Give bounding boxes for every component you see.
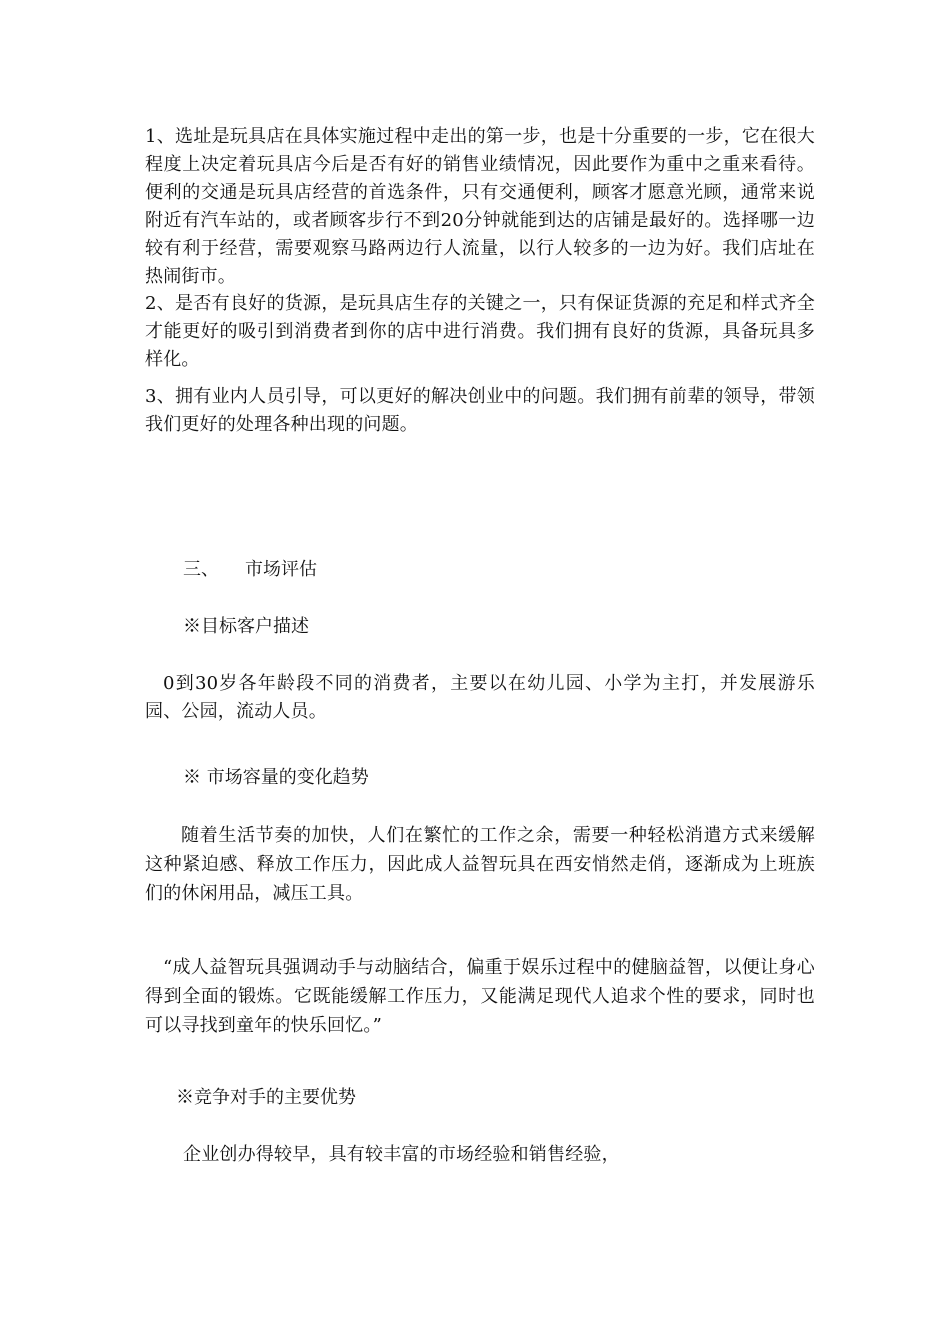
target-customers-body: 0到30岁各年龄段不同的消费者，主要以在幼儿园、小学为主打，并发展游乐园、公园，流动人员。: [145, 673, 815, 722]
market-quote-text: [145, 953, 815, 1040]
market-trend-text: [145, 821, 815, 908]
competitor-advantages-text: [145, 1141, 815, 1169]
competitor-advantages-body: 企业创办得较早，具有较丰富的市场经验和销售经验，: [183, 1144, 620, 1165]
market-trend-body: 随着生活节奏的加快，人们在繁忙的工作之余，需要一种轻松消遣方式来缓解这种紧迫感、释放工作压力，因此成人益智玩具在西安悄然走俏，逐渐成为上班族们的休闲用品，减压工具。: [145, 825, 815, 904]
paragraph-guidance: 3、拥有业内人员引导，可以更好的解决创业中的问题。我们拥有前辈的领导，带领我们更好的处理各种出现的问题。: [145, 386, 815, 435]
section-number: 三、: [183, 559, 219, 580]
paragraph-supply: 2、是否有良好的货源，是玩具店生存的关键之一，只有保证货源的充足和样式齐全才能更好的吸引到消费者到你的店中进行消费。我们拥有良好的货源，具备玩具多样化。: [145, 293, 815, 370]
section-heading: [183, 556, 317, 584]
market-quote-body: “成人益智玩具强调动手与动脑结合，偏重于娱乐过程中的健脑益智，以便让身心得到全面的锻炼。它既能缓解工作压力，又能满足现代人追求个性的要求，同时也可以寻找到童年的快乐回忆。”: [145, 957, 815, 1036]
paragraph-location: 1、选址是玩具店在具体实施过程中走出的第一步，也是十分重要的一步，它在很大程度上决定着玩具店今后是否有好的销售业绩情况，因此要作为重中之重来看待。便利的交通是玩具店经营的首选条件，只有交通便利，顾客才愿意光顾，通常来说附近有汽车站的，或者顾客步行不到20分钟就能到达的店铺是最好的。选择哪一边较有利于经营，需要观察马路两边行人流量，以行人较多的一边为好。我们店址在热闹街市。: [145, 126, 815, 287]
competitor-advantages-heading: ※竞争对手的主要优势: [176, 1087, 356, 1108]
target-customers-heading: ※目标客户描述: [183, 616, 309, 637]
market-capacity-heading: ※ 市场容量的变化趋势: [183, 767, 369, 788]
target-customers-text: [145, 670, 815, 726]
section-title: 市场评估: [245, 559, 317, 580]
